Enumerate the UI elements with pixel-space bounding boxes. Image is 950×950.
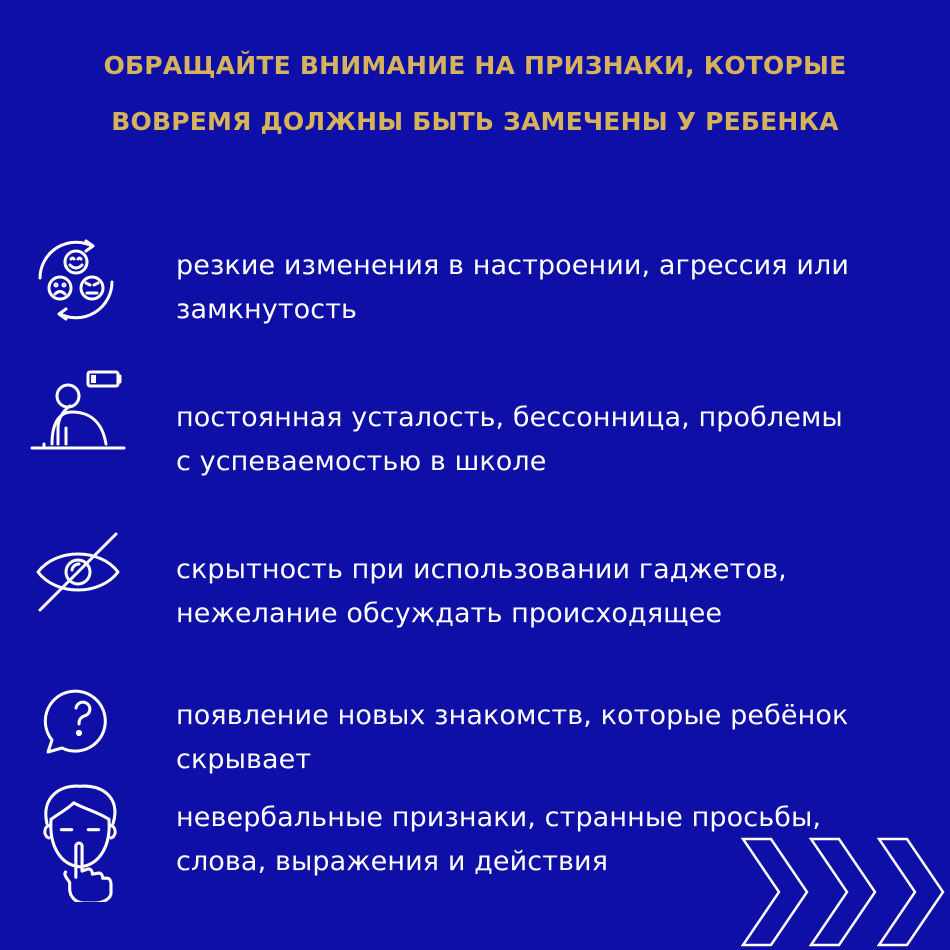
eye-crossed-icon [28,530,128,630]
chevron-right-icon [735,835,950,950]
shush-face-icon [28,778,132,902]
title-line-1: ОБРАЩАЙТЕ ВНИМАНИЕ НА ПРИЗНАКИ, КОТОРЫЕ [103,51,847,80]
page-title [0,38,950,150]
sign-text: резкие изменения в настроении, агрессия или замкнутость [176,250,849,325]
sign-text: невербальные признаки, странные просьбы, слова, выражения и действия [176,802,822,877]
mood-swings-icon [26,230,126,330]
tired-person-low-battery-icon [28,366,128,466]
sign-text: постоянная усталость, бессонница, проблемы с успеваемостью в школе [176,402,843,477]
title-line-2: ВОВРЕМЯ ДОЛЖНЫ БЫТЬ ЗАМЕЧЕНЫ У РЕБЕНКА [111,107,839,136]
sign-text: появление новых знакомств, которые ребёнок скрывает [176,700,849,775]
question-bubble-icon [28,678,128,778]
sign-text: скрытность при использовании гаджетов, нежелание обсуждать происходящее [176,554,787,629]
